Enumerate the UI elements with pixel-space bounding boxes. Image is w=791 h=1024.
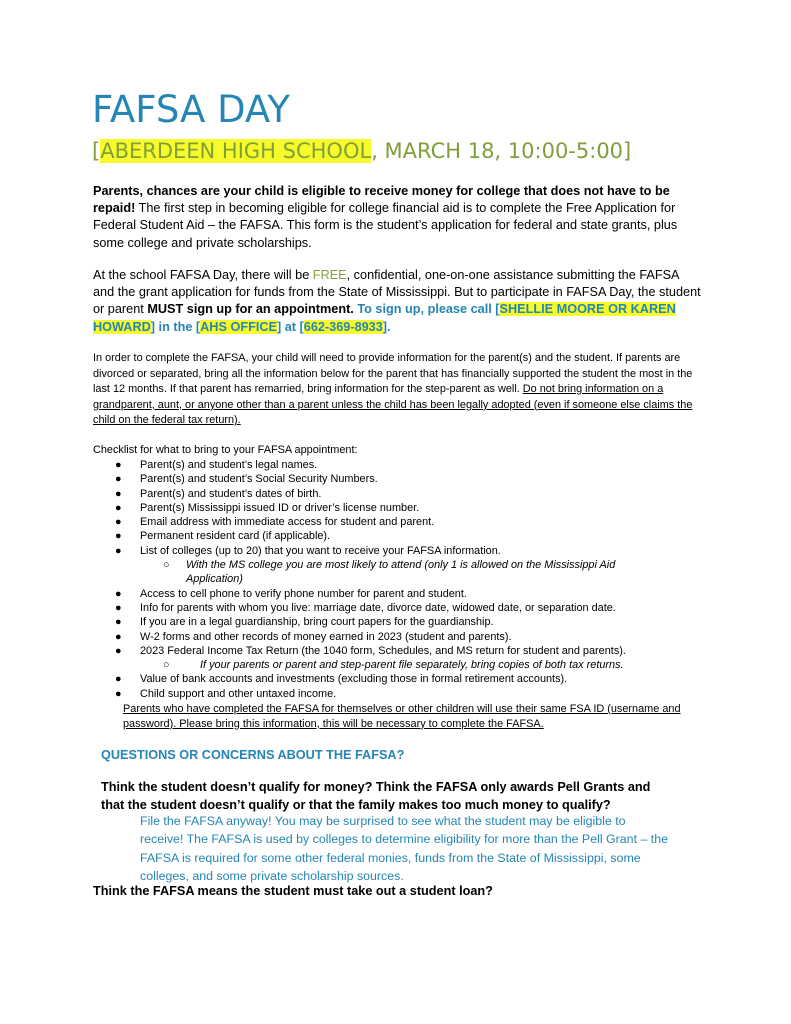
circle-bullet-icon: ○ xyxy=(163,659,170,672)
checklist xyxy=(93,458,713,701)
phone-number: 662-369-8933 xyxy=(303,319,383,334)
school-day-text-2: , confidential, one-on-one assistance submitting the FAFSA and the grant application for funds from the State of Mississippi. But to participate in FAFSA Day, the student or parent xyxy=(93,268,701,317)
questions-heading: QUESTIONS OR CONCERNS ABOUT THE FAFSA? xyxy=(101,748,405,762)
list-item-text: Parent(s) and student’s dates of birth. xyxy=(140,487,322,500)
list-item xyxy=(93,487,713,501)
school-name: ABERDEEN HIGH SCHOOL xyxy=(100,139,372,163)
list-item xyxy=(93,544,713,558)
bullet-icon: ● xyxy=(115,544,122,557)
list-item xyxy=(93,501,713,515)
list-item-text: Info for parents with whom you live: marriage date, divorce date, widowed date, or separation date. xyxy=(140,601,616,614)
subtitle-open-bracket: [ xyxy=(92,139,101,163)
list-item-text: W-2 forms and other records of money earned in 2023 (student and parents). xyxy=(140,630,512,643)
intro-bold: Parents, chances are your child is eligible to receive money for college that does not have to be repaid! xyxy=(93,184,670,216)
page-title: FAFSA DAY xyxy=(92,88,290,131)
must-sign-up: MUST sign up for an appointment. xyxy=(147,302,354,317)
question-1: Think the student doesn’t qualify for money? Think the FAFSA only awards Pell Grants and that the student doesn’t qualify or that the family makes too much money to qualify? xyxy=(101,780,651,812)
signup-end: ]. xyxy=(382,319,391,334)
signup-at: ] at [ xyxy=(276,319,304,334)
sub-list-item xyxy=(93,658,713,672)
intro-rest: The first step in becoming eligible for college financial aid is to complete the Free Application for Federal Student Aid – the FAFSA. This form is the student’s application for federal and state grants, plus some college and private scholarships. xyxy=(93,201,678,250)
bullet-icon: ● xyxy=(115,673,122,686)
info-warning: Do not bring information on a grandparent, aunt, or anyone other than a parent unless the child has been legally adopted (even if someone else claims the child on the federal tax return). xyxy=(93,383,693,427)
list-item-text: With the MS college you are most likely to attend (only 1 is allowed on the Mississippi Aid Application) xyxy=(186,559,616,586)
bullet-icon: ● xyxy=(115,687,122,700)
bullet-icon: ● xyxy=(115,587,122,600)
intro-paragraph xyxy=(93,183,703,252)
fsa-id-note: Parents who have completed the FAFSA for themselves or other children will use their same FSA ID (username and password). Please bring this information, this will be necessary to complete the FAFSA. xyxy=(123,703,681,730)
free-word: FREE xyxy=(312,268,347,282)
list-item xyxy=(93,644,713,658)
list-item xyxy=(93,672,713,686)
checklist-heading: Checklist for what to bring to your FAFSA appointment: xyxy=(93,444,358,456)
bullet-icon: ● xyxy=(115,630,122,643)
info-text: In order to complete the FAFSA, your child will need to provide information for the parent(s) and the student. If parents are divorced or separated, bring all the information below for the parent that has financially supported the student the most in the last 12 months. If that parent has remarried, bring information for the step-parent as well. xyxy=(93,352,693,396)
answer-1: File the FAFSA anyway! You may be surprised to see what the student may be eligible to receive! The FAFSA is used by colleges to determine eligibility for more than the Pell Grant – the FAFSA is required for some other federal monies, funds from the State of Mississippi, some colleges, and some private scholarship sources. xyxy=(140,814,669,884)
list-item-text: Access to cell phone to verify phone number for parent and student. xyxy=(140,587,467,600)
list-item-text: If you are in a legal guardianship, bring court papers for the guardianship. xyxy=(140,616,494,629)
list-item-text: If your parents or parent and step-parent file separately, bring copies of both tax returns. xyxy=(200,659,624,672)
office-location: AHS OFFICE xyxy=(200,319,277,334)
contact-names: SHELLIE MOORE OR KAREN HOWARD xyxy=(93,302,676,334)
list-item-text: Parent(s) and student’s Social Security Numbers. xyxy=(140,473,378,486)
circle-bullet-icon: ○ xyxy=(163,559,170,572)
list-item-text: Child support and other untaxed income. xyxy=(140,687,337,700)
question-2: Think the FAFSA means the student must take out a student loan? xyxy=(93,884,493,898)
list-item xyxy=(93,601,713,615)
list-item-text: Parent(s) Mississippi issued ID or driver’s license number. xyxy=(140,501,420,514)
signup-text: To sign up, please call [ xyxy=(353,302,500,317)
list-item xyxy=(93,615,713,629)
event-date-time: , MARCH 18, 10:00-5:00] xyxy=(371,139,632,163)
bullet-icon: ● xyxy=(115,616,122,629)
list-item xyxy=(93,458,713,472)
event-subtitle xyxy=(92,137,631,165)
bullet-icon: ● xyxy=(115,644,122,657)
list-item xyxy=(93,515,713,529)
school-day-paragraph xyxy=(93,267,703,336)
bullet-icon: ● xyxy=(115,487,122,500)
sub-list-item xyxy=(93,558,656,587)
signup-in-the: ] in the [ xyxy=(150,319,201,334)
bullet-icon: ● xyxy=(115,473,122,486)
info-paragraph xyxy=(93,351,705,429)
bullet-icon: ● xyxy=(115,501,122,514)
list-item-text: Value of bank accounts and investments (excluding those in formal retirement accounts). xyxy=(140,673,568,686)
list-item-text: List of colleges (up to 20) that you want to receive your FAFSA information. xyxy=(140,544,501,557)
list-item xyxy=(93,587,713,601)
list-item-text: Email address with immediate access for student and parent. xyxy=(140,516,435,529)
bullet-icon: ● xyxy=(115,601,122,614)
list-item xyxy=(93,687,713,701)
list-item-text: Parent(s) and student’s legal names. xyxy=(140,459,318,471)
list-item xyxy=(93,529,713,543)
list-item-text: 2023 Federal Income Tax Return (the 1040 form, Schedules, and MS return for student and parents). xyxy=(140,644,626,657)
list-item xyxy=(93,472,713,486)
school-day-text-1: At the school FAFSA Day, there will be xyxy=(93,268,313,282)
bullet-icon: ● xyxy=(115,516,122,529)
bullet-icon: ● xyxy=(115,530,122,543)
list-item xyxy=(93,630,713,644)
list-item-text: Permanent resident card (if applicable). xyxy=(140,530,331,543)
bullet-icon: ● xyxy=(115,459,122,471)
